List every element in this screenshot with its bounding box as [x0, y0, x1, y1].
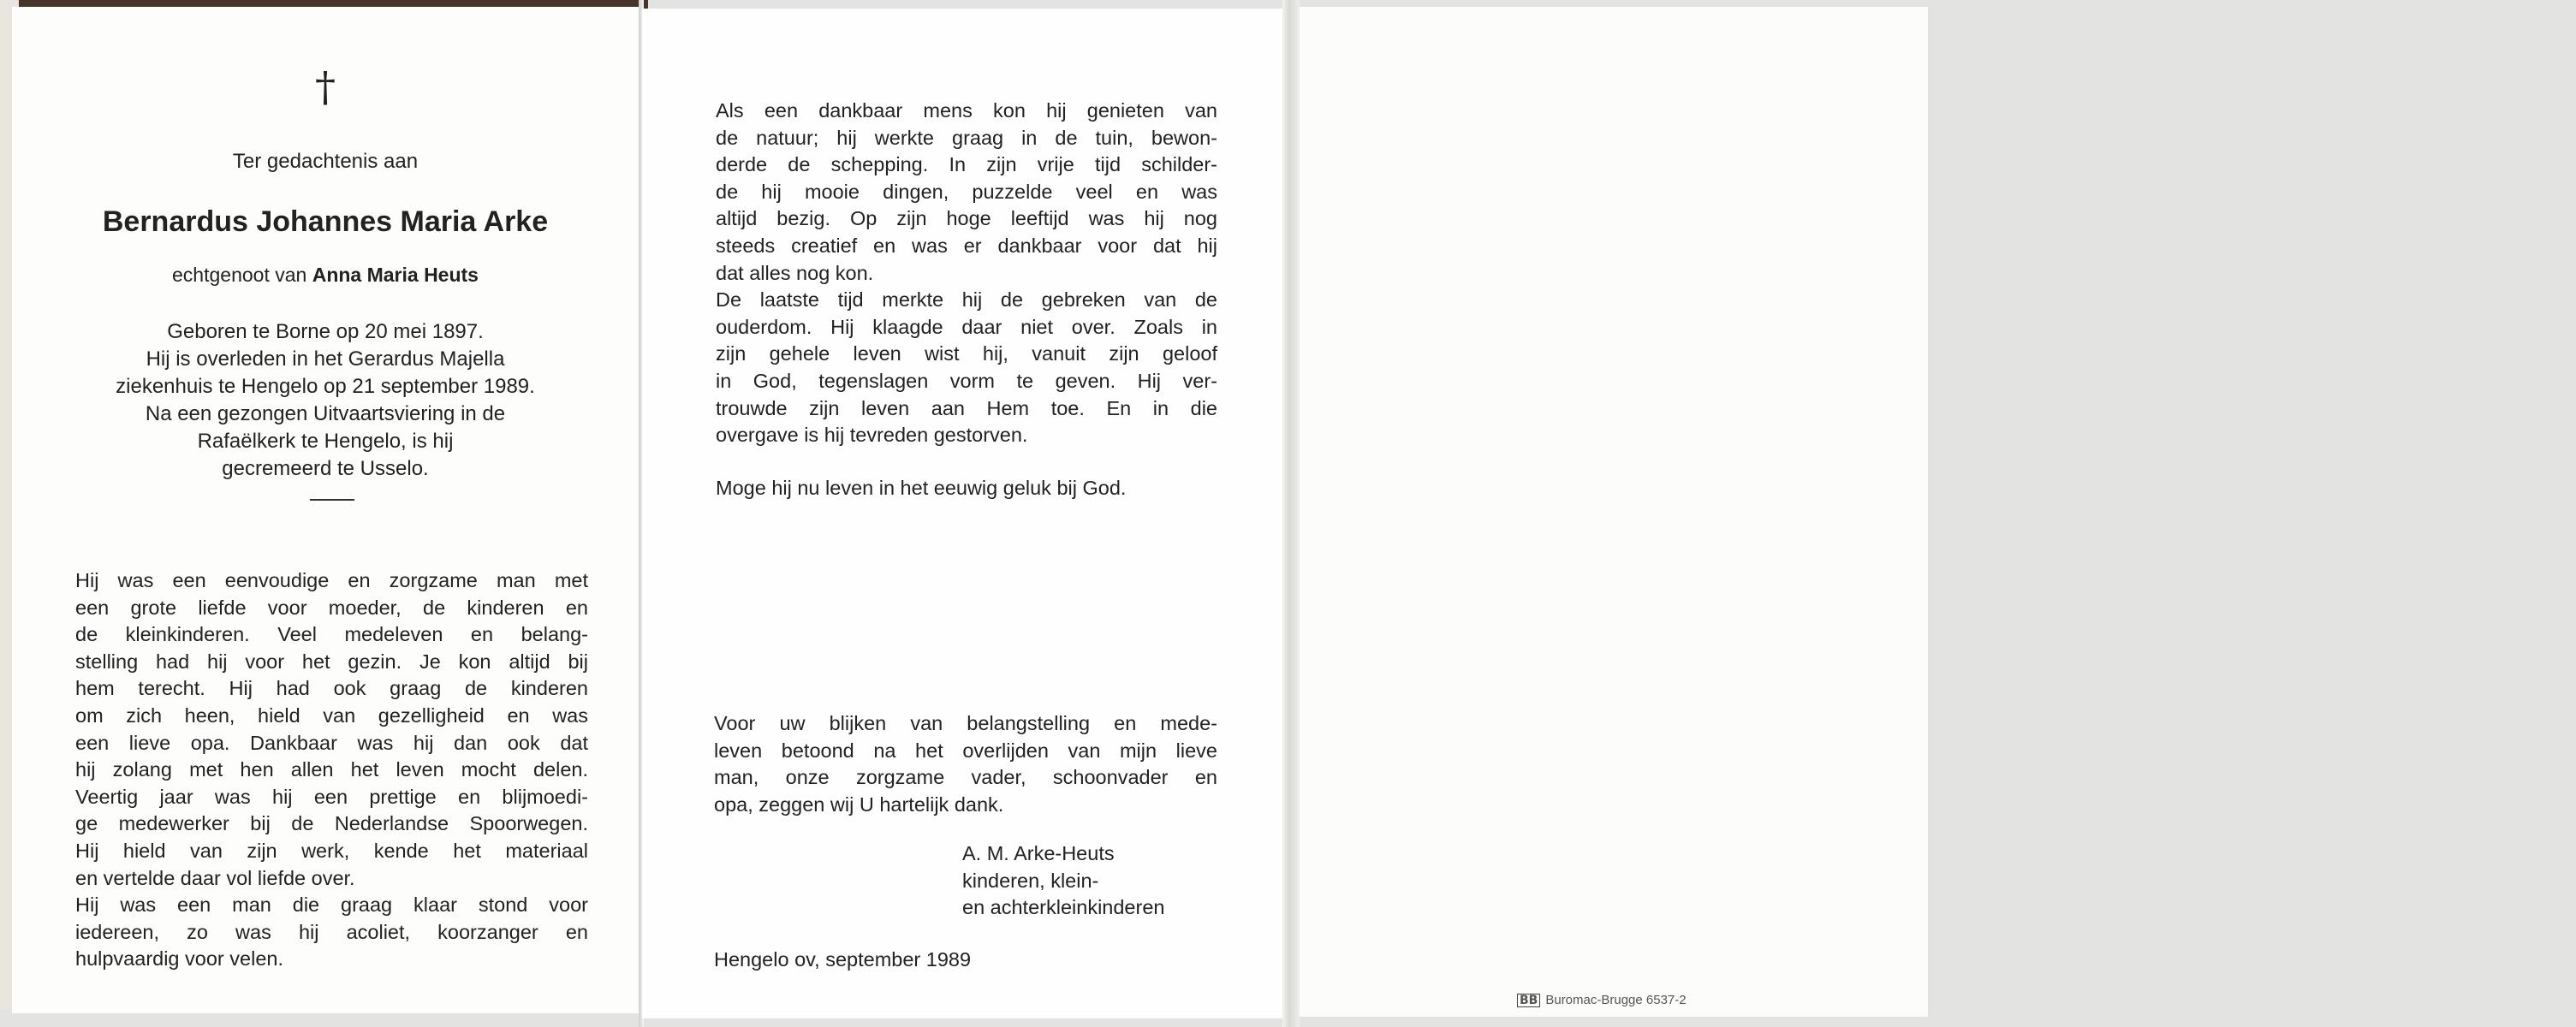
fact-line: ziekenhuis te Hengelo op 21 september 1989. [116, 375, 535, 398]
text-line: hem terecht. Hij had ook graag de kinderen [75, 677, 588, 700]
text-line: leven betoond na het overlijden van mijn lieve [714, 739, 1217, 762]
text-line: de kleinkinderen. Veel medeleven en belang- [75, 623, 588, 646]
text-line: hij zolang met hen allen het leven mocht delen. [75, 758, 588, 781]
biographical-facts [12, 318, 639, 483]
text-line: Hij was een man die graag klaar stond voor [75, 893, 588, 917]
text-line: Voor uw blijken van belangstelling en mede- [714, 712, 1217, 734]
text-line: dat alles nog kon. [716, 261, 874, 284]
signature-line: A. M. Arke-Heuts [962, 842, 1115, 864]
text-line: opa, zeggen wij U hartelijk dank. [714, 793, 1004, 816]
text-line: altijd bezig. Op zijn hoge leeftijd was hij nog [716, 207, 1217, 230]
text-line: een lieve opa. Dankbaar was hij dan ook dat [75, 731, 588, 754]
signature-line: kinderen, klein- [962, 869, 1099, 892]
fact-line: Geboren te Borne op 20 mei 1897. [167, 320, 484, 343]
text-line: hulpvaardig voor velen. [75, 947, 283, 971]
text-line: de hij mooie dingen, puzzelde veel en was [716, 180, 1217, 203]
text-line: De laatste tijd merkte hij de gebreken van de [716, 288, 1217, 312]
prayer-line: Moge hij nu leven in het eeuwig geluk bij God. [716, 477, 1127, 499]
text-line: ouderdom. Hij klaagde daar niet over. Zoals in [716, 315, 1217, 338]
text-line: om zich heen, hield van gezelligheid en was [75, 703, 588, 727]
divider-line [310, 499, 354, 501]
text-line: ge medewerker bij de Nederlandse Spoorwegen. [75, 812, 588, 835]
fact-line: Rafaëlkerk te Hengelo, is hij [197, 430, 454, 453]
text-line: iedereen, zo was hij acoliet, koorzanger en [75, 920, 588, 943]
printer-imprint [1517, 993, 1687, 1007]
text-line: zijn gehele leven wist hij, vanuit zijn geloof [716, 342, 1217, 365]
text-line: Hij hield van zijn werk, kende het materiaal [75, 839, 588, 862]
spouse-line [12, 264, 639, 287]
text-line: derde de schepping. In zijn vrije tijd schilder- [716, 153, 1217, 176]
spouse-prefix: echtgenoot van [172, 264, 307, 286]
text-line: Hij was een eenvoudige en zorgzame man met [75, 569, 588, 591]
text-line: Veertig jaar was hij een prettige en blijmoedi- [75, 785, 588, 808]
intro-text: Ter gedachtenis aan [232, 150, 419, 173]
text-line: trouwde zijn leven aan Hem toe. En in die [716, 396, 1217, 419]
place-date: Hengelo ov, september 1989 [714, 948, 972, 971]
memorial-card-left-panel [12, 7, 639, 1013]
text-line: een grote liefde voor moeder, de kinderen en [75, 596, 588, 619]
life-description [75, 567, 588, 973]
fact-line: Hij is overleden in het Gerardus Majella [146, 347, 505, 371]
text-line: en vertelde daar vol liefde over. [75, 866, 355, 889]
thanks-paragraph [714, 710, 1217, 818]
fact-line: gecremeerd te Usselo. [222, 457, 429, 480]
fold-gap [1282, 0, 1300, 1027]
text-line: overgave is hij tevreden gestorven. [716, 424, 1028, 447]
text-line: stelling had hij voor het gezin. Je kon altijd bij [75, 650, 588, 673]
life-description-continued [716, 98, 1217, 449]
cross-icon: † [315, 63, 336, 111]
memorial-card-middle-panel [642, 9, 1282, 1018]
signature-line: en achterkleinkinderen [962, 896, 1165, 919]
fact-line: Na een gezongen Uitvaartsviering in de [145, 402, 506, 425]
text-line: Als een dankbaar mens kon hij genieten van [716, 99, 1217, 122]
text-line: de natuur; hij werkte graag in de tuin, bewon- [716, 126, 1217, 149]
text-line: in God, tegenslagen vorm te geven. Hij ver- [716, 369, 1217, 392]
text-line: steeds creatief en was er dankbaar voor dat hij [716, 234, 1217, 257]
printer-text: Buromac-Brugge 6537-2 [1545, 993, 1687, 1007]
memorial-card-blank-panel [1300, 7, 1928, 1017]
deceased-name: Bernardus Johannes Maria Arke [102, 205, 549, 238]
signature-block [962, 840, 1164, 922]
printer-logo: BB [1517, 994, 1540, 1007]
text-line: man, onze zorgzame vader, schoonvader en [714, 766, 1217, 789]
spouse-name: Anna Maria Heuts [312, 264, 479, 286]
